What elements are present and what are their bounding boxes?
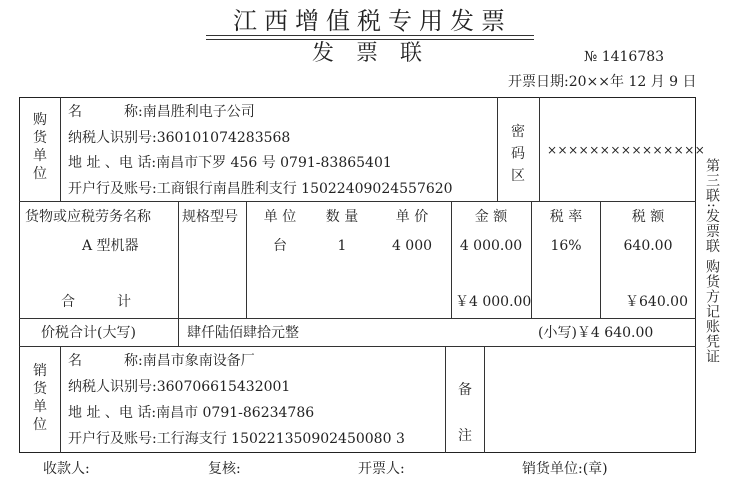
col-divider-5: [600, 201, 601, 318]
seller-bank: 工行海支行 150221350902450080 3: [156, 431, 405, 447]
footer-seller-seal: 销货单位:(章): [522, 461, 608, 477]
remark-divider-left: [445, 346, 446, 453]
item-amount: 4 000.00: [459, 238, 523, 254]
buyer-bank-row: [68, 181, 453, 197]
col-divider-3: [451, 201, 452, 318]
cipher-divider-right: [539, 97, 540, 201]
buyer-divider: [60, 97, 61, 201]
buyer-tax-id: 360101074283568: [156, 130, 291, 146]
footer-issuer: 开票人:: [358, 461, 405, 477]
footer-payee: 收款人:: [43, 461, 90, 477]
seller-name-row: [68, 353, 255, 369]
cipher-divider-left: [497, 97, 498, 201]
total-tax: ￥640.00: [625, 294, 688, 310]
title-underline: [206, 35, 534, 36]
header-price: 单 价: [395, 209, 429, 225]
seller-address-row: [68, 405, 314, 421]
seller-tax-id: 360706615432001: [156, 379, 291, 395]
seller-divider: [60, 346, 61, 453]
seller-section-label: 销货单位: [33, 363, 47, 433]
rule-total-bottom: [19, 346, 696, 347]
item-unit: 台: [273, 238, 287, 254]
seller-name-label: 名 称:: [68, 353, 143, 369]
buyer-address: 南昌市下罗 456 号 0791-83865401: [156, 155, 392, 171]
invoice-subtitle: 发票联: [312, 41, 445, 66]
invoice-title: 江西增值税专用发票: [233, 7, 512, 35]
item-tax: 640.00: [623, 238, 673, 254]
buyer-name-row: [68, 104, 255, 120]
col-divider-1: [178, 201, 179, 318]
buyer-tax-row: [68, 130, 290, 146]
rule-buyer-bottom: [19, 201, 696, 202]
total-divider: [178, 318, 179, 346]
cipher-value: ×××××××××××××××: [547, 143, 706, 157]
cipher-label: 密码区: [511, 124, 525, 184]
seller-address: 南昌市 0791-86234786: [156, 405, 315, 421]
remark-divider-right: [484, 346, 485, 453]
col-divider-4: [531, 201, 532, 318]
buyer-name: 南昌胜利电子公司: [142, 104, 255, 120]
header-qty: 数 量: [325, 209, 359, 225]
total-label: 合 计: [61, 294, 131, 310]
seller-tax-row: [68, 379, 290, 395]
item-rate: 16%: [550, 238, 582, 254]
header-unit: 单 位: [263, 209, 297, 225]
seller-address-label: 地 址 、电 话:: [68, 405, 157, 421]
header-rate: 税 率: [549, 209, 583, 225]
buyer-address-label: 地 址 、电 话:: [68, 155, 157, 171]
header-spec: 规格型号: [182, 209, 238, 225]
seller-bank-row: [68, 431, 405, 447]
buyer-bank-label: 开户行及账号:: [68, 181, 157, 197]
buyer-tax-id-label: 纳税人识别号:: [68, 130, 157, 146]
seller-bank-label: 开户行及账号:: [68, 431, 157, 447]
rule-items-bottom: [19, 318, 696, 319]
header-goods-name: 货物或应税劳务名称: [25, 209, 151, 225]
invoice-number: № 1416783: [584, 49, 665, 65]
total-amount: ￥4 000.00: [455, 294, 532, 310]
grand-total-lower: (小写)￥4 640.00: [538, 325, 654, 341]
side-note: 第三联:发票联 购货方记账凭证: [704, 158, 720, 365]
buyer-bank: 工商银行南昌胜利支行 15022409024557620: [156, 181, 453, 197]
footer-reviewer: 复核:: [208, 461, 241, 477]
grand-total-upper: 肆仟陆佰肆拾元整: [187, 325, 299, 341]
invoice-date: 开票日期:20××年 12 月 9 日: [508, 74, 697, 90]
remark-label: 备注: [458, 382, 472, 444]
seller-tax-id-label: 纳税人识别号:: [68, 379, 157, 395]
seller-name: 南昌市象南设备厂: [142, 353, 255, 369]
buyer-address-row: [68, 155, 392, 171]
col-divider-2: [246, 201, 247, 318]
item-price: 4 000: [391, 238, 433, 254]
header-tax: 税 额: [631, 209, 665, 225]
item-name: A 型机器: [82, 238, 139, 254]
grand-total-label: 价税合计(大写): [41, 325, 136, 341]
buyer-section-label: 购货单位: [33, 112, 47, 182]
header-amount: 金 额: [474, 209, 508, 225]
buyer-name-label: 名 称:: [68, 104, 143, 120]
item-qty: 1: [337, 238, 347, 254]
